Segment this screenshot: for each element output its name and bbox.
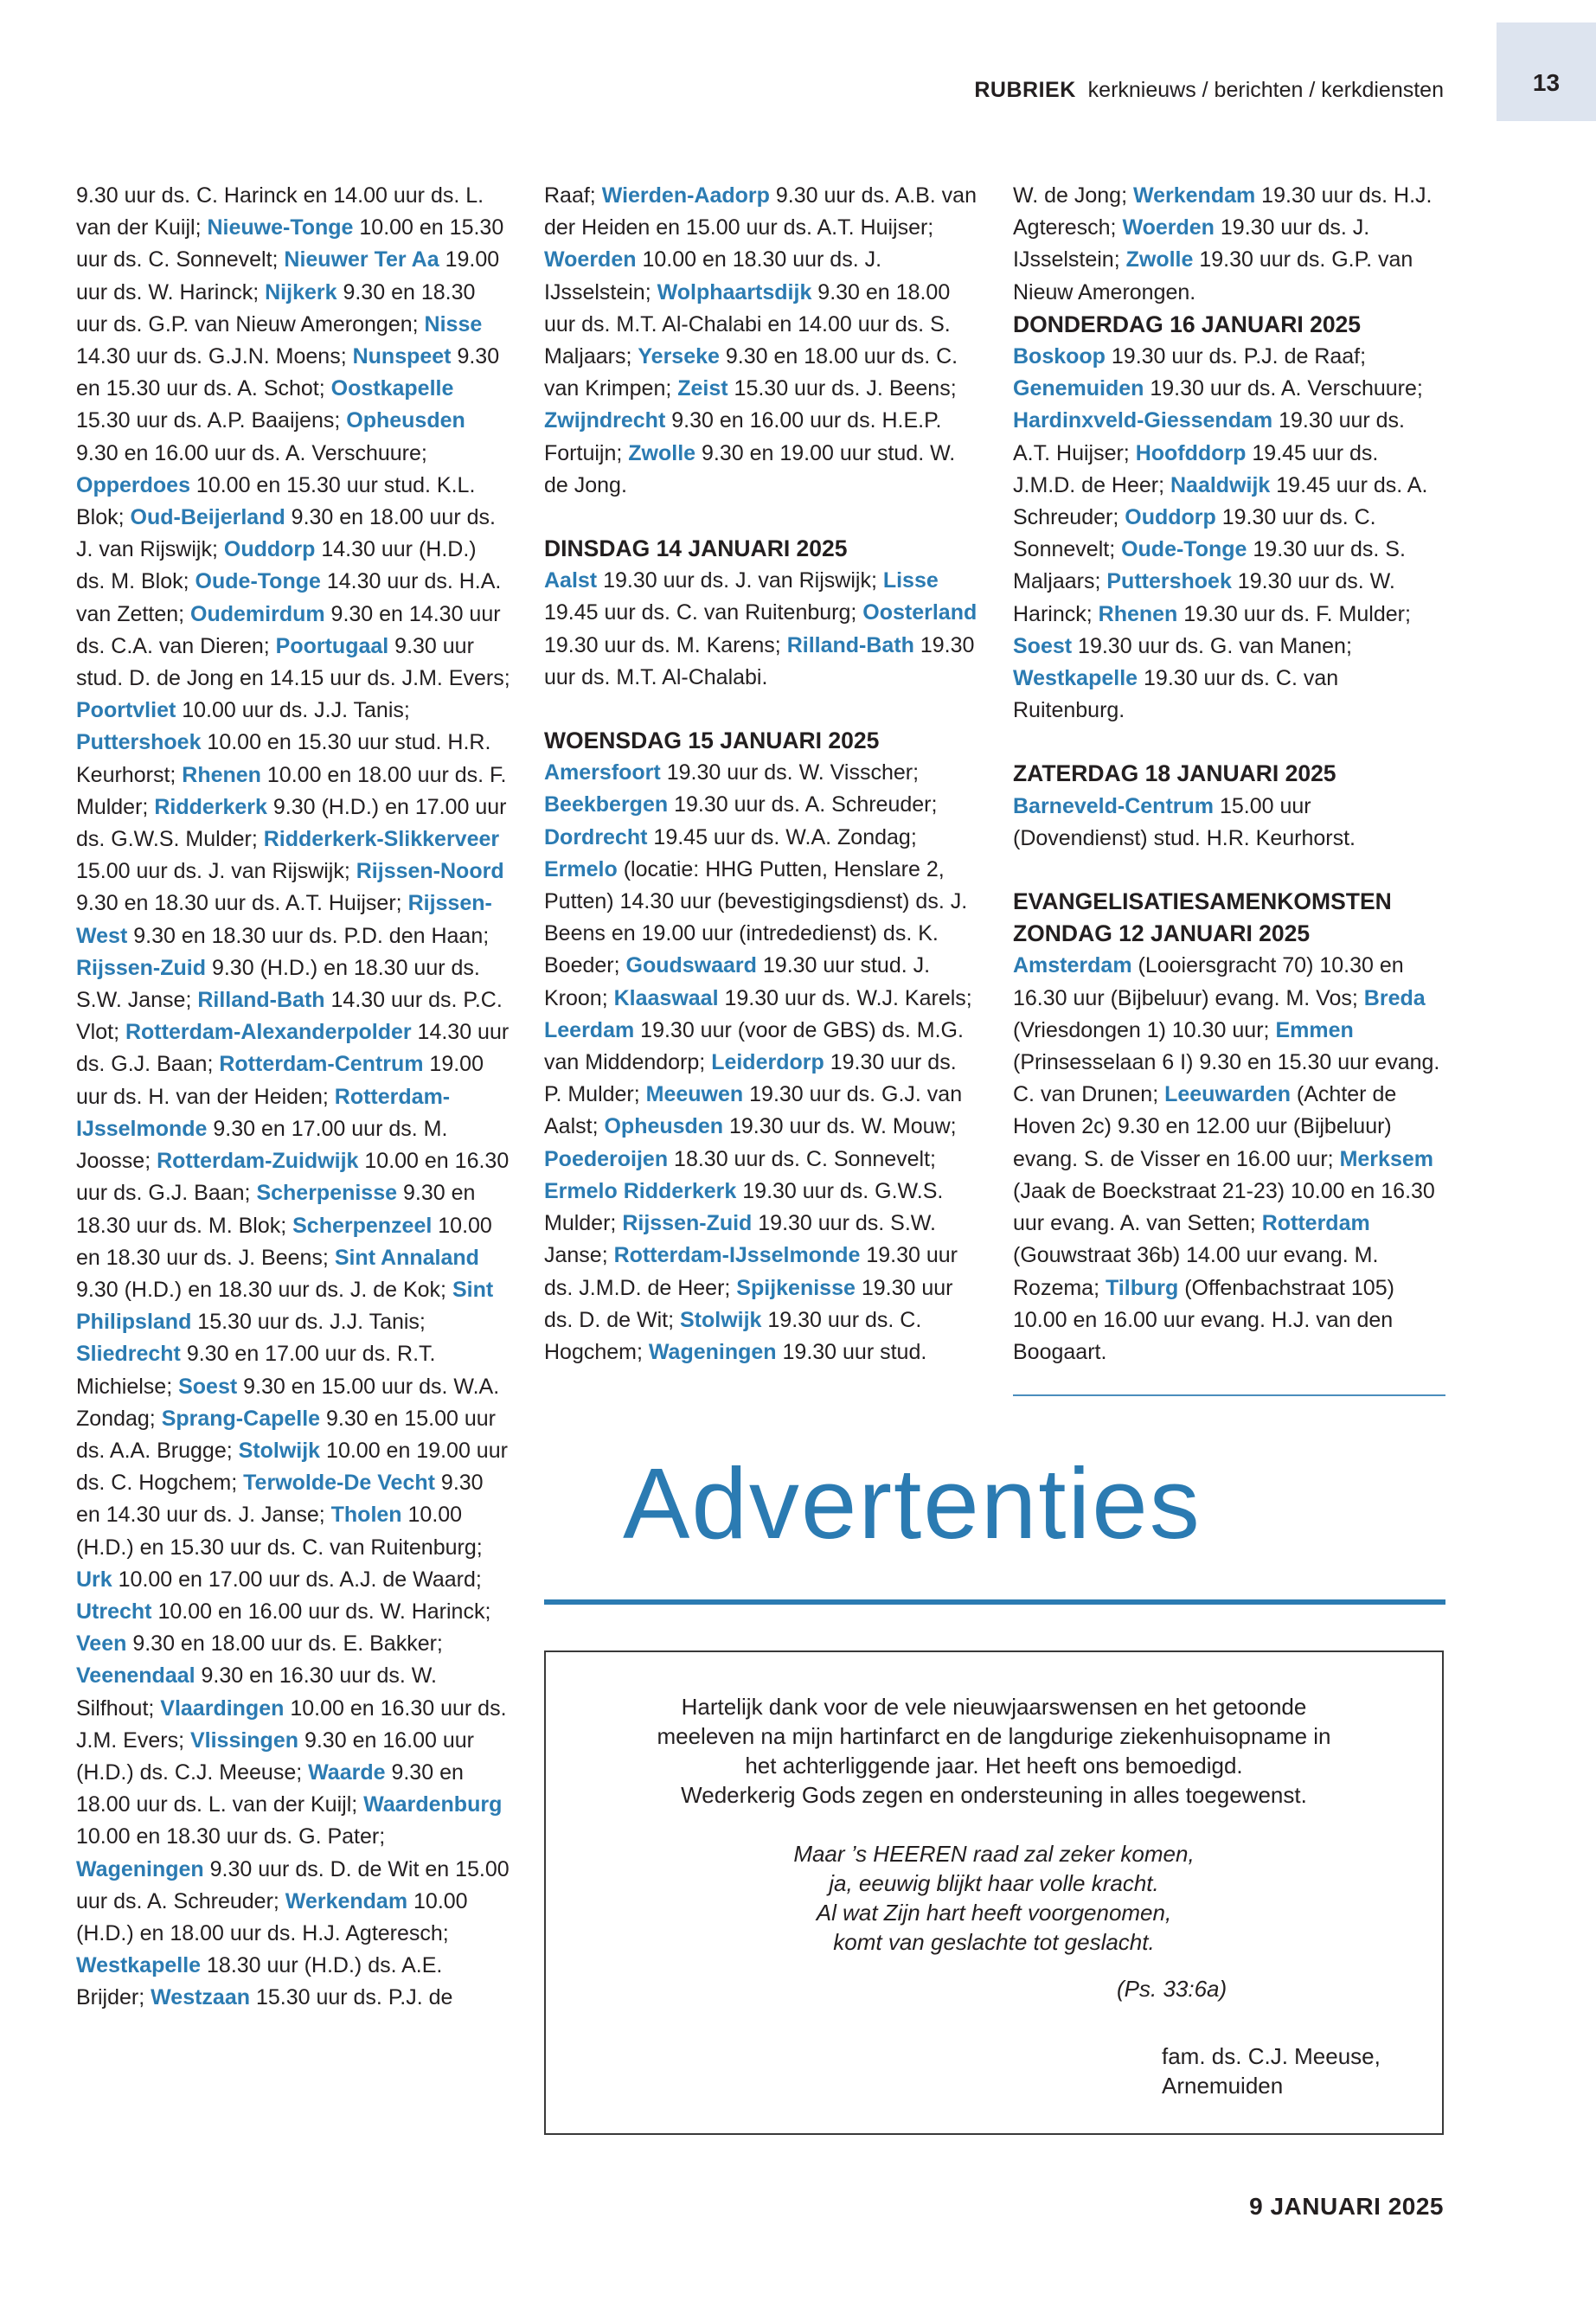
day-heading: DONDERDAG 16 JANUARI 2025	[1013, 311, 1362, 337]
place-name: Rotterdam	[1261, 1211, 1370, 1236]
place-name: Genemuiden	[1013, 376, 1144, 401]
day-services: Amersfoort 19.30 uur ds. W. Visscher; Beekbergen 19.30 uur ds. A. Schreuder; Dordrecht 19.45 uur ds. W.A. Zondag; Ermelo (locatie: HHG Putten, Henslare 2, Putten) 14.30 uur (bevestigingsdienst) ds. J. Beens en 19.00 uur (intrededienst) ds. K. Boeder; Goudswaard 19.30 uur stud. J. Kroon; Klaaswaal 19.30 uur ds. W.J. Karels; Leerdam 19.30 uur (voor de GBS) ds. M.G. van Middendorp; Leiderdorp 19.30 uur ds. P. Mulder; Meeuwen 19.30 uur ds. G.J. van Aalst; Opheusden 19.30 uur ds. W. Mouw; Poederoijen 18.30 uur ds. C. Sonnevelt; Ermelo Ridderkerk 19.30 uur ds. G.W.S. Mulder; Rijssen-Zuid 19.30 uur ds. S.W. Janse; Rotterdam-IJsselmonde 19.30 uur ds. J.M.D. de Heer; Spijkenisse 19.30 uur ds. D. de Wit; Stolwijk 19.30 uur ds. C. Hogchem; Wageningen 19.30 uur stud.	[544, 760, 972, 1364]
place-name: Rilland-Bath	[786, 632, 914, 657]
place-name: Woerden	[1122, 215, 1215, 240]
section-label: RUBRIEK	[974, 78, 1076, 102]
place-name: Zwijndrecht	[544, 408, 666, 433]
place-name: Naaldwijk	[1170, 472, 1271, 497]
ad-line: het achterliggende jaar. Het heeft ons bemoedigd.	[745, 1753, 1243, 1779]
place-name: Vlissingen	[189, 1727, 299, 1753]
place-name: Utrecht	[76, 1599, 152, 1624]
day-services: Barneveld-Centrum 15.00 uur (Dovendienst) stud. H.R. Keurhorst.	[1013, 793, 1356, 850]
place-name: Westkapelle	[1013, 666, 1138, 691]
place-name: Rhenen	[1098, 601, 1178, 626]
place-name: Rijssen-West	[76, 891, 492, 948]
place-name: Stolwijk	[238, 1438, 321, 1463]
place-name: Sint Annaland	[334, 1245, 479, 1270]
place-name: Rotterdam-Alexanderpolder	[125, 1020, 412, 1045]
day-services: Amsterdam (Looiersgracht 70) 10.30 en 16.30 uur (Bijbeluur) evang. M. Vos; Breda (Vriesdongen 1) 10.30 uur; Emmen (Prinsesselaan 6 I) 9.30 en 15.30 uur evang. C. van Drunen; Leeuwarden (Achter de Hoven 2c) 9.30 en 12.00 uur (Bijbeluur) evang. S. de Visser en 16.00 uur; Merksem (Jaak de Boeckstraat 21-23) 10.00 en 16.30 uur evang. A. van Setten; Rotterdam (Gouwstraat 36b) 14.00 uur evang. M. Rozema; Tilburg (Offenbachstraat 105) 10.00 en 16.00 uur evang. H.J. van den Boogaart.	[1013, 953, 1440, 1364]
place-name: Rotterdam-IJsselmonde	[76, 1084, 451, 1141]
place-name: Nijkerk	[265, 279, 337, 304]
place-name: Zwolle	[628, 440, 696, 465]
place-name: Amersfoort	[544, 760, 661, 785]
day-heading: WOENSDAG 15 JANUARI 2025	[544, 727, 880, 754]
ad-line: meeleven na mijn hartinfarct en de langdurige ziekenhuisopname in	[657, 1723, 1331, 1749]
section-topics: kerknieuws / berichten / kerkdiensten	[1087, 78, 1444, 102]
day-heading: ZATERDAG 18 JANUARI 2025	[1013, 760, 1336, 787]
place-name: Spijkenisse	[736, 1275, 856, 1300]
place-name: Werkendam	[1132, 183, 1256, 208]
place-name: Rijssen-Zuid	[76, 955, 207, 980]
place-name: Puttershoek	[1106, 569, 1232, 594]
day-services: Boskoop 19.30 uur ds. P.J. de Raaf; Genemuiden 19.30 uur ds. A. Verschuure; Hardinxveld-Giessendam 19.30 uur ds. A.T. Huijser; Hoofddorp 19.45 uur ds. J.M.D. de Heer; Naaldwijk 19.45 uur ds. A. Schreuder; Ouddorp 19.30 uur ds. C. Sonnevelt; Oude-Tonge 19.30 uur ds. S. Maljaars; Puttershoek 19.30 uur ds. W. Harinck; Rhenen 19.30 uur ds. F. Mulder; Soest 19.30 uur ds. G. van Manen; Westkapelle 19.30 uur ds. C. van Ruitenburg.	[1013, 344, 1428, 723]
place-name: Ridderkerk-Slikkerveer	[263, 827, 500, 852]
place-name: Rotterdam-Zuidwijk	[157, 1149, 359, 1174]
place-name: Wolphaartsdijk	[657, 279, 812, 304]
place-name: Nieuwer Ter Aa	[284, 247, 439, 272]
place-name: Westzaan	[151, 1985, 250, 2010]
place-name: Rotterdam-Centrum	[219, 1052, 424, 1077]
place-name: Scherpenzeel	[292, 1213, 433, 1238]
place-name: Lisse	[882, 568, 939, 593]
place-name: Zeist	[677, 376, 728, 401]
place-name: Emmen	[1275, 1017, 1354, 1042]
place-name: Nisse	[424, 311, 483, 336]
place-name: Veen	[76, 1631, 127, 1657]
place-name: Sint Philipsland	[76, 1277, 494, 1335]
place-name: Ouddorp	[1125, 505, 1216, 530]
services-continuation-2: Raaf; Wierden-Aadorp 9.30 uur ds. A.B. van der Heiden en 15.00 uur ds. A.T. Huijser; Woerden 10.00 en 18.30 uur ds. J. IJsselstein; Wolphaartsdijk 9.30 en 18.00 uur ds. M.T. Al-Chalabi en 14.00 uur ds. S. Maljaars; Yerseke 9.30 en 18.00 uur ds. C. van Krimpen; Zeist 15.30 uur ds. J. Beens; Zwijndrecht 9.30 en 16.00 uur ds. H.E.P. Fortuijn; Zwolle 9.30 en 19.00 uur stud. W. de Jong.	[544, 183, 977, 497]
advertenties-rule	[544, 1599, 1445, 1605]
verse-reference: (Ps. 33:6a)	[1117, 1976, 1227, 2002]
place-name: Sprang-Capelle	[161, 1406, 321, 1431]
services-continuation-3: W. de Jong; Werkendam 19.30 uur ds. H.J. Agteresch; Woerden 19.30 uur ds. J. IJsselstein; Zwolle 19.30 uur ds. G.P. van Nieuw Amerongen.	[1013, 183, 1433, 304]
place-name: Meeuwen	[645, 1082, 744, 1107]
verse-line: Maar ’s HEEREN raad zal zeker komen,	[793, 1841, 1195, 1867]
place-name: Wageningen	[76, 1856, 204, 1881]
place-name: Scherpenisse	[256, 1181, 398, 1206]
place-name: Oud-Beijerland	[130, 505, 285, 530]
place-name: Poortvliet	[76, 698, 176, 723]
place-name: Dordrecht	[544, 824, 648, 849]
place-name: Soest	[1013, 633, 1073, 658]
place-name: Aalst	[544, 568, 598, 593]
section-woensdag	[544, 725, 978, 1368]
place-name: Urk	[76, 1567, 112, 1592]
place-name: Leerdam	[544, 1017, 635, 1042]
ad-verse	[546, 1839, 1442, 1957]
signature-line: Arnemuiden	[1162, 2073, 1284, 2099]
place-name: Sliedrecht	[76, 1342, 181, 1367]
place-name: Breda	[1363, 985, 1426, 1010]
section-dinsdag	[544, 533, 978, 694]
place-name: Terwolde-De Vecht	[243, 1471, 435, 1496]
place-name: Yerseke	[638, 344, 720, 369]
place-name: Wageningen	[648, 1339, 777, 1364]
day-heading: DINSDAG 14 JANUARI 2025	[544, 535, 848, 562]
place-name: Westkapelle	[76, 1953, 202, 1978]
ad-line: Hartelijk dank voor de vele nieuwjaarswensen en het getoonde	[681, 1694, 1307, 1720]
place-name: Tilburg	[1105, 1275, 1179, 1300]
place-name: Leeuwarden	[1164, 1082, 1291, 1107]
column-2	[544, 180, 978, 1368]
place-name: Rijssen-Zuid	[622, 1211, 753, 1236]
place-name: Rilland-Bath	[197, 988, 325, 1013]
footer-date: 9 JANUARI 2025	[1249, 2193, 1444, 2220]
section-continuation-3	[1013, 180, 1445, 727]
column-1	[76, 180, 510, 2015]
evangelisatie-heading: EVANGELISATIESAMENKOMSTEN	[1013, 888, 1392, 915]
verse-line: komt van geslachte tot geslacht.	[833, 1929, 1155, 1955]
place-name: Ermelo	[544, 856, 618, 881]
place-name: Leiderdorp	[711, 1050, 824, 1075]
place-name: Amsterdam	[1013, 953, 1132, 978]
place-name: Opheusden	[346, 408, 465, 433]
column-divider	[1013, 1394, 1445, 1396]
place-name: Oudemirdum	[190, 601, 325, 626]
place-name: Rijssen-Noord	[356, 859, 504, 884]
section-evangelisatie	[1013, 886, 1445, 1368]
place-name: Puttershoek	[76, 730, 202, 755]
place-name: Barneveld-Centrum	[1013, 793, 1214, 818]
place-name: Vlaardingen	[160, 1695, 285, 1721]
place-name: Beekbergen	[544, 792, 669, 817]
place-name: Tholen	[330, 1503, 402, 1528]
section-zaterdag	[1013, 758, 1445, 855]
place-name: Merksem	[1339, 1146, 1433, 1171]
ad-thanks-text	[546, 1692, 1442, 1810]
ad-line: Wederkerig Gods zegen en ondersteuning in alles toegewenst.	[681, 1782, 1307, 1808]
place-name: Stolwijk	[679, 1307, 762, 1332]
day-heading: ZONDAG 12 JANUARI 2025	[1013, 920, 1311, 947]
place-name: Goudswaard	[625, 953, 757, 978]
place-name: Werkendam	[285, 1888, 408, 1913]
place-name: Oude-Tonge	[195, 569, 321, 594]
place-name: Nunspeet	[352, 344, 452, 369]
page-number: 13	[1532, 69, 1561, 96]
place-name: Ermelo Ridderkerk	[544, 1178, 737, 1203]
day-services: Aalst 19.30 uur ds. J. van Rijswijk; Lisse 19.45 uur ds. C. van Ruitenburg; Oosterland 19.30 uur ds. M. Karens; Rilland-Bath 19.30 uur ds. M.T. Al-Chalabi.	[544, 568, 977, 689]
place-name: Wierden-Aadorp	[601, 183, 770, 208]
place-name: Boskoop	[1013, 344, 1106, 369]
place-name: Nieuwe-Tonge	[207, 215, 354, 240]
place-name: Zwolle	[1125, 247, 1194, 272]
column-3	[1013, 180, 1445, 1368]
place-name: Woerden	[544, 247, 637, 272]
advertisement-box	[544, 1650, 1444, 2135]
place-name: Veenendaal	[76, 1663, 195, 1689]
services-continuation-1: 9.30 uur ds. C. Harinck en 14.00 uur ds. L. van der Kuijl; Nieuwe-Tonge 10.00 en 15.30 uur ds. C. Sonnevelt; Nieuwer Ter Aa 19.00 uur ds. W. Harinck; Nijkerk 9.30 en 18.30 uur ds. G.P. van Nieuw Amerongen; Nisse 14.30 uur ds. G.J.N. Moens; Nunspeet 9.30 en 15.30 uur ds. A. Schot; Oostkapelle 15.30 uur ds. A.P. Baaijens; Opheusden 9.30 en 16.00 uur ds. A. Verschuure; Opperdoes 10.00 en 15.30 uur stud. K.L. Blok; Oud-Beijerland 9.30 en 18.00 uur ds. J. van Rijswijk; Ouddorp 14.30 uur (H.D.) ds. M. Blok; Oude-Tonge 14.30 uur ds. H.A. van Zetten; Oudemirdum 9.30 en 14.30 uur ds. C.A. van Dieren; Poortugaal 9.30 uur stud. D. de Jong en 14.15 uur ds. J.M. Evers; Poortvliet 10.00 uur ds. J.J. Tanis; Puttershoek 10.00 en 15.30 uur stud. H.R. Keurhorst; Rhenen 10.00 en 18.00 uur ds. F. Mulder; Ridderkerk 9.30 (H.D.) en 17.00 uur ds. G.W.S. Mulder; Ridderkerk-Slikkerveer 15.00 uur ds. J. van Rijswijk; Rijssen-Noord 9.30 en 18.30 uur ds. A.T. Huijser; Rijssen-West 9.30 en 18.30 uur ds. P.D. den Haan; Rijssen-Zuid 9.30 (H.D.) en 18.30 uur ds. S.W. Janse; Rilland-Bath 14.30 uur ds. P.C. Vlot; Rotterdam-Alexanderpolder 14.30 uur ds. G.J. Baan; Rotterdam-Centrum 19.00 uur ds. H. van der Heiden; Rotterdam-IJsselmonde 9.30 en 17.00 uur ds. M. Joosse; Rotterdam-Zuidwijk 10.00 en 16.30 uur ds. G.J. Baan; Scherpenisse 9.30 en 18.30 uur ds. M. Blok; Scherpenzeel 10.00 en 18.30 uur ds. J. Beens; Sint Annaland 9.30 (H.D.) en 18.30 uur ds. J. de Kok; Sint Philipsland 15.30 uur ds. J.J. Tanis; Sliedrecht 9.30 en 17.00 uur ds. R.T. Michielse; Soest 9.30 en 15.00 uur ds. W.A. Zondag; Sprang-Capelle 9.30 en 15.00 uur ds. A.A. Brugge; Stolwijk 10.00 en 19.00 uur ds. C. Hogchem; Terwolde-De Vecht 9.30 en 14.30 uur ds. J. Janse; Tholen 10.00 (H.D.) en 15.30 uur ds. C. van Ruitenburg; Urk 10.00 en 17.00 uur ds. A.J. de Waard; Utrecht 10.00 en 16.00 uur ds. W. Harinck; Veen 9.30 en 18.00 uur ds. E. Bakker; Veenendaal 9.30 en 16.30 uur ds. W. Silfhout; Vlaardingen 10.00 en 16.30 uur ds. J.M. Evers; Vlissingen 9.30 en 16.00 uur (H.D.) ds. C.J. Meeuse; Waarde 9.30 en 18.00 uur ds. L. van der Kuijl; Waardenburg 10.00 en 18.30 uur ds. G. Pater; Wageningen 9.30 uur ds. D. de Wit en 15.00 uur ds. A. Schreuder; Werkendam 10.00 (H.D.) en 18.00 uur ds. H.J. Agteresch; Westkapelle 18.30 uur (H.D.) ds. A.E. Brijder; Westzaan 15.30 uur ds. P.J. de	[76, 183, 510, 2010]
verse-line: ja, eeuwig blijkt haar volle kracht.	[829, 1870, 1159, 1896]
place-name: Oostkapelle	[330, 376, 454, 401]
place-name: Rhenen	[182, 762, 261, 787]
place-name: Oosterland	[862, 600, 977, 625]
place-name: Hardinxveld-Giessendam	[1013, 408, 1273, 433]
ad-signature	[1162, 2041, 1381, 2100]
place-name: Waarde	[308, 1759, 386, 1785]
place-name: Opperdoes	[76, 472, 190, 497]
advertenties-title: Advertenties	[623, 1447, 1202, 1560]
place-name: Poederoijen	[544, 1146, 669, 1171]
place-name: Ridderkerk	[154, 794, 267, 819]
place-name: Oude-Tonge	[1121, 537, 1247, 562]
place-name: Ouddorp	[223, 537, 316, 562]
signature-line: fam. ds. C.J. Meeuse,	[1162, 2043, 1381, 2069]
place-name: Soest	[178, 1374, 238, 1399]
place-name: Hoofddorp	[1135, 440, 1247, 465]
verse-line: Al wat Zijn hart heeft voorgenomen,	[816, 1900, 1172, 1926]
place-name: Rotterdam-IJsselmonde	[613, 1243, 861, 1268]
section-header	[974, 78, 1444, 103]
place-name: Poortugaal	[275, 633, 389, 658]
place-name: Opheusden	[604, 1114, 723, 1139]
place-name: Waardenburg	[363, 1792, 503, 1817]
place-name: Klaaswaal	[613, 985, 719, 1010]
